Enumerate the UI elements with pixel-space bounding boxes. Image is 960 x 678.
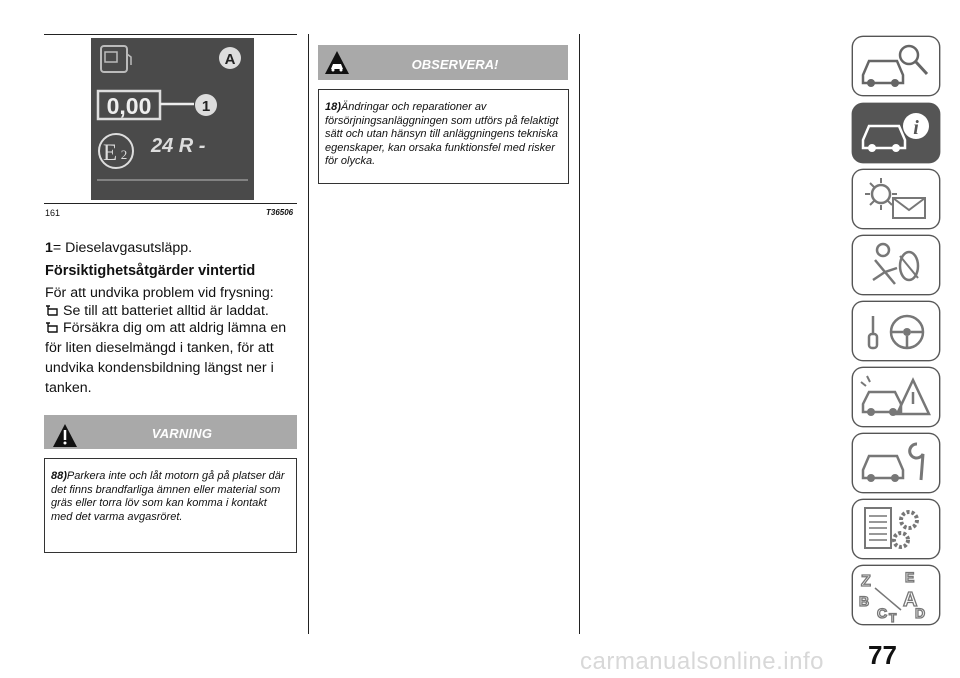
- svg-text:E: E: [102, 140, 118, 165]
- bullet-text: Se till att batteriet alltid är laddat.: [63, 303, 269, 319]
- airbag-seat-icon: [853, 236, 939, 294]
- car-info-icon: [853, 104, 939, 162]
- warning-ref: 88): [51, 470, 67, 482]
- bullet-icon: [45, 304, 59, 316]
- bullet-item: [45, 318, 297, 398]
- svg-text:1: 1: [201, 98, 211, 115]
- tab-car-info[interactable]: [853, 104, 939, 162]
- car-search-icon: [853, 37, 939, 95]
- tab-alphabet-index[interactable]: [853, 566, 939, 624]
- figure-legend: [45, 238, 192, 258]
- observe-ref: 18): [325, 101, 341, 113]
- svg-text:2: 2: [120, 147, 128, 162]
- key-steering-wheel-icon: [853, 302, 939, 360]
- svg-text:24 R -: 24 R -: [151, 135, 206, 157]
- lights-message-icon: [853, 170, 939, 228]
- svg-text:0,00: 0,00: [106, 93, 152, 119]
- svg-text:A: A: [903, 589, 918, 611]
- tab-car-warning[interactable]: [853, 368, 939, 426]
- warning-title: VARNING: [151, 426, 213, 441]
- specs-gears-icon: [853, 500, 939, 558]
- svg-text:i: i: [913, 117, 919, 139]
- tab-car-search[interactable]: [853, 37, 939, 95]
- svg-text:Z: Z: [861, 573, 871, 590]
- section-intro: För att undvika problem vid frysning:: [45, 285, 274, 301]
- observe-text: Ändringar och reparationer av försörjningsanläggningen som utförs på felaktigt sätt och utan hänsyn till anläggningens tekniska egenskaper, kan orsaka funktionsfel med risker för olycka.: [325, 101, 559, 168]
- figure-number: 161: [45, 208, 61, 218]
- svg-text:D: D: [915, 605, 926, 621]
- figure-rule: [44, 203, 297, 204]
- svg-text:E: E: [905, 569, 915, 585]
- alphabet-index-icon: [853, 566, 939, 624]
- svg-text:B: B: [859, 593, 870, 609]
- column-separator: [579, 34, 580, 634]
- car-wrench-icon: [853, 434, 939, 492]
- tab-car-wrench[interactable]: [853, 434, 939, 492]
- bullet-text: Försäkra dig om att aldrig lämna en för liten dieselmängd i tanken, för att undvika kondensbildning längst ner i tanken.: [45, 320, 287, 396]
- warning-text: Parkera inte och låt motorn gå på platser där det finns brandfarliga ämnen eller material som gräs eller torra löv som kan komma i kontakt med det varma avgasröret.: [51, 470, 285, 523]
- tab-lights-message[interactable]: [853, 170, 939, 228]
- legend-key: 1: [45, 240, 53, 256]
- tab-key-steering[interactable]: [853, 302, 939, 360]
- section-heading: Försiktighetsåtgärder vintertid: [45, 263, 256, 279]
- svg-text:A: A: [224, 51, 236, 68]
- legend-text: = Dieselavgasutsläpp.: [52, 240, 193, 256]
- svg-text:T: T: [889, 611, 897, 624]
- warning-body: [44, 458, 297, 553]
- observe-title: OBSERVERA!: [411, 57, 499, 72]
- instrument-figure: [91, 38, 254, 200]
- page-number: 77: [868, 640, 897, 670]
- figure-code: T36506: [266, 208, 294, 217]
- car-warning-triangle-icon: [853, 368, 939, 426]
- observe-body: [318, 89, 569, 184]
- watermark: carmanualsonline.info: [580, 648, 824, 675]
- tab-specs-gears[interactable]: [853, 500, 939, 558]
- svg-text:C: C: [877, 605, 888, 621]
- top-rule: [44, 34, 297, 35]
- tab-airbag-seat[interactable]: [853, 236, 939, 294]
- column-separator: [308, 34, 309, 634]
- bullet-icon: [45, 321, 59, 333]
